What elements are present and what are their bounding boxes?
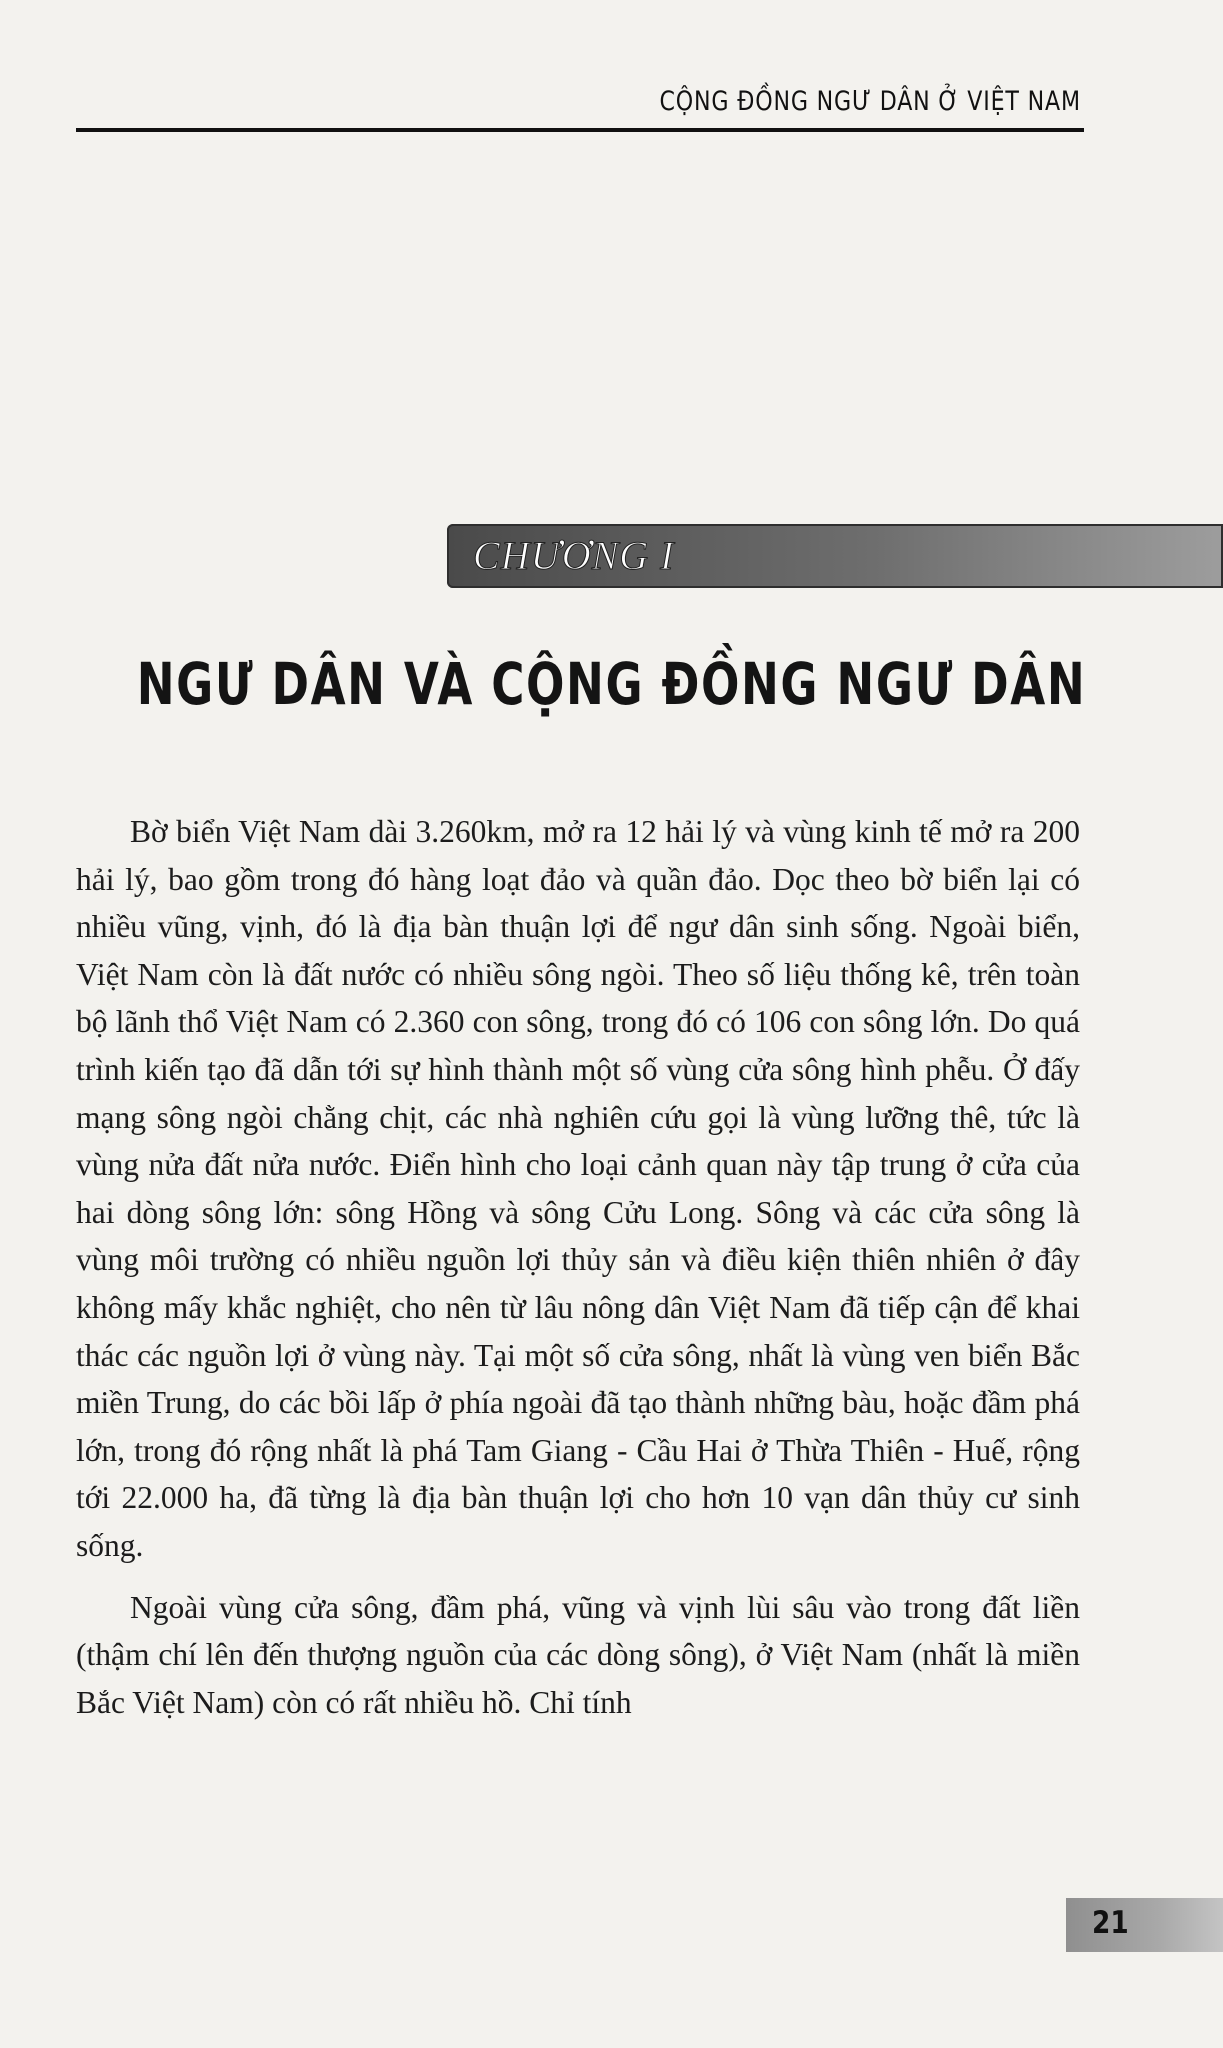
chapter-label: CHƯƠNG I bbox=[473, 533, 675, 578]
paragraph-1: Bờ biển Việt Nam dài 3.260km, mở ra 12 hải lý và vùng kinh tế mở ra 200 hải lý, bao gồm trong đó hàng loạt đảo và quần đảo. Dọc theo bờ biển lại có nhiều vũng, vịnh, đó là địa bàn thuận lợi để ngư dân sinh sống. Ngoài biển, Việt Nam còn là đất nước có nhiều sông ngòi. Theo số liệu thống kê, trên toàn bộ lãnh thổ Việt Nam có 2.360 con sông, trong đó có 106 con sông lớn. Do quá trình kiến tạo đã dẫn tới sự hình thành một số vùng cửa sông hình phễu. Ở đấy mạng sông ngòi chằng chịt, các nhà nghiên cứu gọi là vùng lưỡng thê, tức là vùng nửa đất nửa nước. Điển hình cho loại cảnh quan này tập trung ở cửa của hai dòng sông lớn: sông Hồng và sông Cửu Long. Sông và các cửa sông là vùng môi trường có nhiều nguồn lợi thủy sản và điều kiện thiên nhiên ở đây không mấy khắc nghiệt, cho nên từ lâu nông dân Việt Nam đã tiếp cận để khai thác các nguồn lợi ở vùng này. Tại một số cửa sông, nhất là vùng ven biển Bắc miền Trung, do các bồi lấp ở phía ngoài đã tạo thành những bàu, hoặc đầm phá lớn, trong đó rộng nhất là phá Tam Giang - Cầu Hai ở Thừa Thiên - Huế, rộng tới 22.000 ha, đã từng là địa bàn thuận lợi cho hơn 10 vạn dân thủy cư sinh sống. bbox=[76, 814, 1080, 1563]
paragraph-2: Ngoài vùng cửa sông, đầm phá, vũng và vịnh lùi sâu vào trong đất liền (thậm chí lên đến thượng nguồn của các dòng sông), ở Việt Nam (nhất là miền Bắc Việt Nam) còn có rất nhiều hồ. Chỉ tính bbox=[76, 1589, 1080, 1720]
running-head: CỘNG ĐỒNG NGƯ DÂN Ở VIỆT NAM bbox=[659, 86, 1081, 117]
header-rule bbox=[76, 128, 1084, 132]
chapter-title: NGƯ DÂN VÀ CỘNG ĐỒNG NGƯ DÂN bbox=[136, 650, 1087, 718]
chapter-label-banner bbox=[447, 524, 1223, 588]
page-number: 21 bbox=[1092, 1905, 1129, 1941]
page-number-tab bbox=[1066, 1898, 1223, 1952]
body-text bbox=[76, 808, 1080, 1740]
